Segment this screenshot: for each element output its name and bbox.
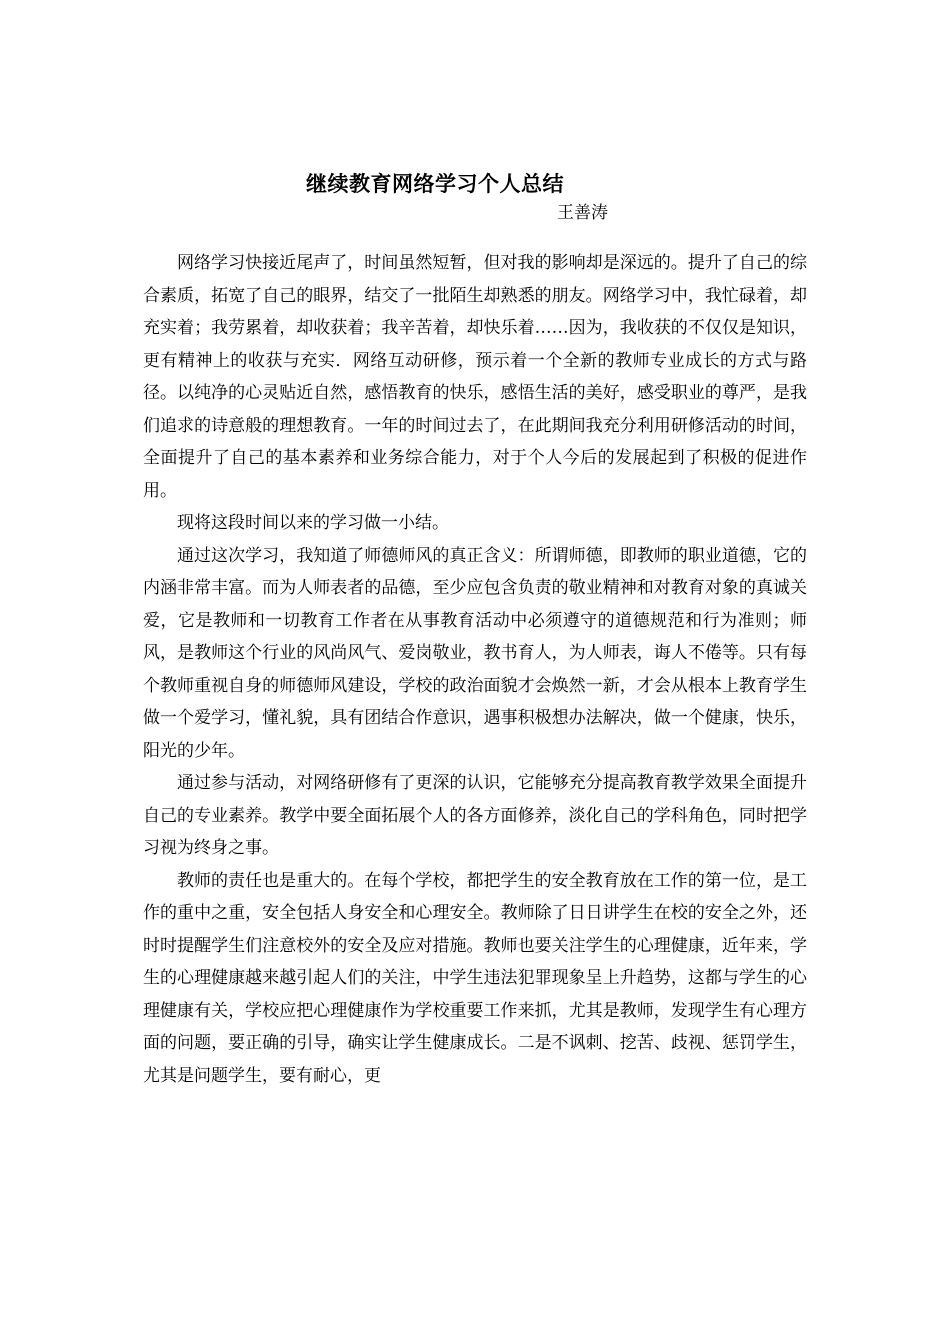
document-title: 继续教育网络学习个人总结 [306, 172, 564, 196]
paragraph-5: 教师的责任也是重大的。在每个学校，都把学生的安全教育放在工作的第一位，是工作的重中之重，安全包括人身安全和心理安全。教师除了日日讲学生在校的安全之外，还时时提醒学生们注意校外的安全及应对措施。教师也要关注学生的心理健康，近年来，学生的心理健康越来越引起人们的关注，中学生违法犯罪现象呈上升趋势，这都与学生的心理健康有关，学校应把心理健康作为学校重要工作来抓，尤其是教师，发现学生有心理方面的问题，要正确的引导，确实让学生健康成长。二是不讽刺、挖苦、歧视、惩罚学生，尤其是问题学生，要有耐心，更 [143, 870, 807, 1086]
paragraph-3: 通过这次学习，我知道了师德师风的真正含义：所谓师德，即教师的职业道德，它的内涵非常丰富。而为人师表者的品德，至少应包含负责的敬业精神和对教育对象的真诚关爱，它是教师和一切教育工作者在从事教育活动中必须遵守的道德规范和行为准则；师风，是教师这个行业的风尚风气、爱岗敬业，教书育人，为人师表，诲人不倦等。只有每个教师重视自身的师德师风建设，学校的政治面貌才会焕然一新，才会从根本上教育学生做一个爱学习，懂礼貌，具有团结合作意识，遇事积极想办法解决，做一个健康，快乐，阳光的少年。 [143, 545, 807, 761]
paragraph-1: 网络学习快接近尾声了，时间虽然短暂，但对我的影响却是深远的。提升了自己的综合素质，拓宽了自己的眼界，结交了一批陌生却熟悉的朋友。网络学习中，我忙碌着，却充实着；我劳累着，却收获着；我辛苦着，却快乐着……因为，我收获的不仅仅是知识，更有精神上的收获与充实．网络互动研修，预示着一个全新的教师专业成长的方式与路径。以纯净的心灵贴近自然，感悟教育的快乐，感悟生活的美好，感受职业的尊严，是我们追求的诗意般的理想教育。一年的时间过去了，在此期间我充分利用研修活动的时间，全面提升了自己的基本素养和业务综合能力，对于个人今后的发展起到了积极的促进作用。 [143, 253, 807, 501]
document-author: 王善涛 [557, 203, 608, 223]
document-body [143, 247, 807, 1092]
paragraph-2: 现将这段时间以来的学习做一小结。 [177, 513, 449, 533]
paragraph-4: 通过参与活动，对网络研修有了更深的认识，它能够充分提高教育教学效果全面提升自己的专业素养。教学中要全面拓展个人的各方面修养，淡化自己的学科角色，同时把学习视为终身之事。 [143, 773, 807, 858]
